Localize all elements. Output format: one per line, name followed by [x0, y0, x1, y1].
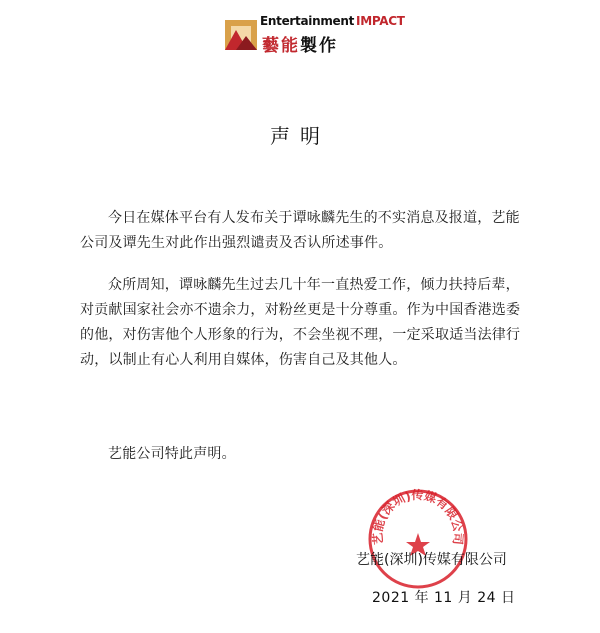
signature-company: 艺能(深圳)传媒有限公司: [356, 552, 507, 568]
logo-english-text: Entertainment IMPACT: [260, 14, 405, 28]
svg-text:艺能(深圳)传媒有限公司: 艺能(深圳)传媒有限公司: [370, 488, 466, 546]
letterhead-logo: [222, 14, 405, 58]
logo-chinese-text: 藝能製作: [262, 36, 338, 56]
company-seal: [366, 487, 470, 591]
entertainment-impact-logo-icon: [222, 16, 260, 54]
paragraph-1: 今日在媒体平台有人发布关于谭咏麟先生的不实消息及报道，艺能公司及谭先生对此作出强烈谴责及否认所述事件。: [80, 210, 520, 251]
paragraph-3: 艺能公司特此声明。: [108, 446, 236, 462]
document-title: 声明: [270, 124, 330, 148]
signature-date: 2021 年 11 月 24 日: [372, 590, 516, 606]
paragraph-2: 众所周知，谭咏麟先生过去几十年一直热爱工作，倾力扶持后辈，对贡献国家社会亦不遗余力，对粉丝更是十分尊重。作为中国香港选委的他，对伤害他个人形象的行为，不会坐视不理，一定采取适当法律行动，以制止有心人利用自媒体，伤害自己及其他人。: [80, 277, 521, 368]
